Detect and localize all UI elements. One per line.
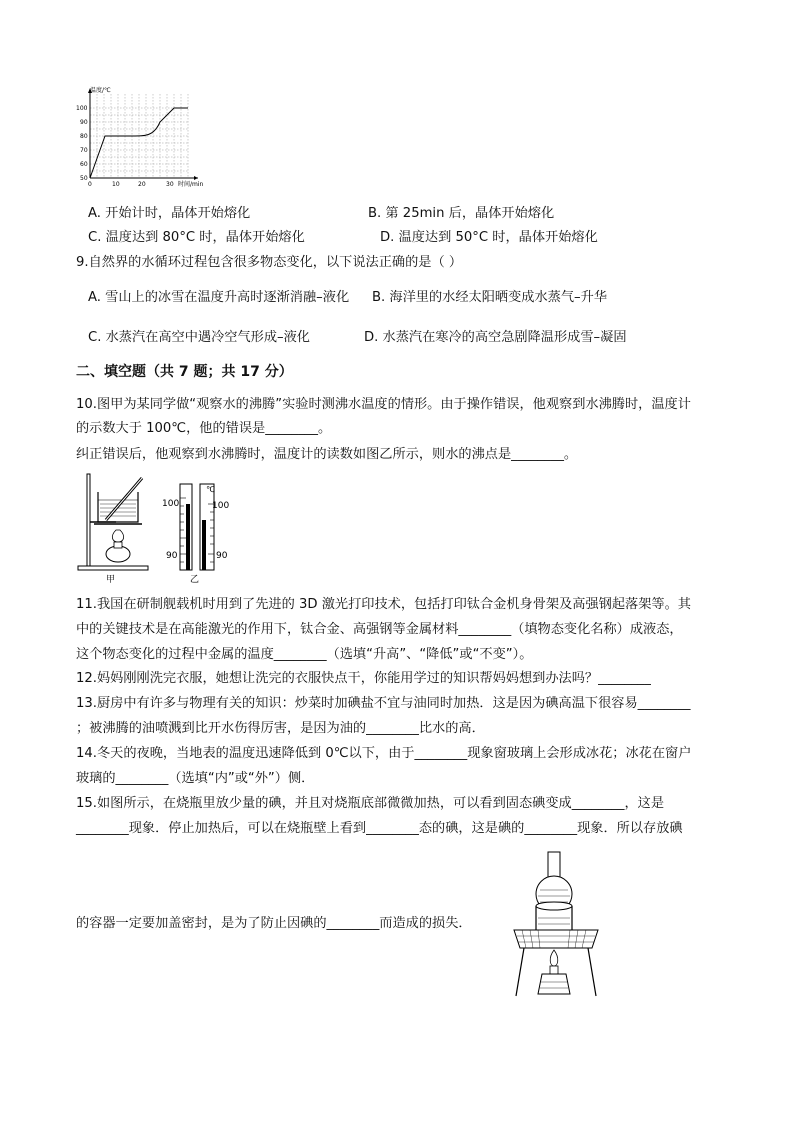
q8-option-d: D. 温度达到 50°C 时，晶体开始熔化	[380, 230, 598, 245]
graph-ylabel: 温度/℃	[90, 87, 111, 94]
graph-ytick: 90	[80, 119, 88, 126]
scale-unit-label: ℃	[206, 485, 215, 494]
graph-ytick: 100	[76, 105, 88, 112]
q11-line-1: 11.我国在研制舰载机时用到了先进的 3D 激光打印技术，包括打印钛合金机身骨架及高强钢起落架等。其	[76, 597, 691, 612]
left-scale-100: 100	[162, 499, 180, 509]
q9-option-c: C. 水蒸汽在高空中遇冷空气形成–液化	[88, 330, 310, 345]
q8-option-c: C. 温度达到 80°C 时，晶体开始熔化	[88, 230, 305, 245]
section-2-title: 二、填空题（共 7 题；共 17 分）	[76, 364, 293, 380]
q10-line-3: 纠正错误后，他观察到水沸腾时，温度计的读数如图乙所示，则水的沸点是________。	[76, 447, 578, 462]
q12-line: 12.妈妈刚刚洗完衣服，她想让洗完的衣服快点干，你能用学过的知识帮妈妈想到办法吗？________	[76, 671, 651, 686]
q14-line-2: 玻璃的________（选填“内”或“外”）侧．	[76, 771, 315, 786]
q11-line-3: 这个物态变化的过程中金属的温度________（选填“升高”、“降低”或“不变”）。	[76, 647, 533, 662]
figure-yi-label: 乙	[190, 575, 200, 585]
q10-line-1: 10.图甲为某同学做“观察水的沸腾”实验时测沸水温度的情形。由于操作错误，他观察到水沸腾时，温度计	[76, 397, 691, 412]
graph-xtick: 20	[138, 181, 146, 188]
q13-line-2: ；被沸腾的油喷溅到比开水伤得厉害，是因为油的________比水的高．	[76, 721, 485, 736]
q9-option-a: A. 雪山上的冰雪在温度升高时逐渐消融–液化	[88, 290, 350, 305]
figure-jia-label: 甲	[106, 575, 116, 585]
q15-line-3: 的容器一定要加盖密封，是为了防止因碘的________而造成的损失．	[76, 916, 472, 931]
q8-option-a: A. 开始计时，晶体开始熔化	[88, 206, 251, 221]
right-scale-100: 100	[212, 501, 230, 511]
graph-xtick: 0	[88, 181, 92, 188]
left-scale-90: 90	[166, 551, 178, 561]
graph-ytick: 60	[80, 161, 88, 168]
q9-stem: 9.自然界的水循环过程包含很多物态变化，以下说法正确的是（ ）	[76, 255, 463, 270]
q10-line-2: 的示数大于 100℃，他的错误是________。	[76, 421, 332, 436]
graph-ytick: 50	[80, 175, 88, 182]
q8-option-b: B. 第 25min 后，晶体开始熔化	[368, 206, 555, 221]
q15-line-1: 15.如图所示，在烧瓶里放少量的碘，并且对烧瓶底部微微加热，可以看到固态碘变成________，这是	[76, 796, 665, 811]
graph-xlabel: 时间/min	[178, 181, 204, 188]
thermometer-scale-figure	[160, 480, 232, 586]
graph-ytick: 70	[80, 147, 88, 154]
iodine-flask-figure	[510, 850, 602, 1000]
q15-line-2: ________现象．停止加热后，可以在烧瓶壁上看到________态的碘，这是碘的________现象．所以存放碘	[76, 821, 683, 836]
graph-xtick: 10	[112, 181, 120, 188]
q13-line-1: 13.厨房中有许多与物理有关的知识：炒菜时加碘盐不宜与油同时加热．这是因为碘高温下很容易________	[76, 696, 691, 711]
q9-option-d: D. 水蒸汽在寒冷的高空急剧降温形成雪–凝固	[364, 330, 627, 345]
boiling-apparatus-figure	[76, 470, 156, 586]
q9-option-b: B. 海洋里的水经太阳晒变成水蒸气–升华	[372, 290, 608, 305]
temperature-time-graph	[74, 86, 214, 190]
q11-line-2: 中的关键技术是在高能激光的作用下，钛合金、高强钢等金属材料________（填物态变化名称）成液态，	[76, 622, 683, 637]
right-scale-90: 90	[216, 551, 228, 561]
q14-line-1: 14.冬天的夜晚，当地表的温度迅速降低到 0℃以下，由于________现象窗玻璃上会形成冰花；冰花在窗户	[76, 746, 692, 761]
graph-ytick: 80	[80, 133, 88, 140]
graph-xtick: 30	[166, 181, 174, 188]
